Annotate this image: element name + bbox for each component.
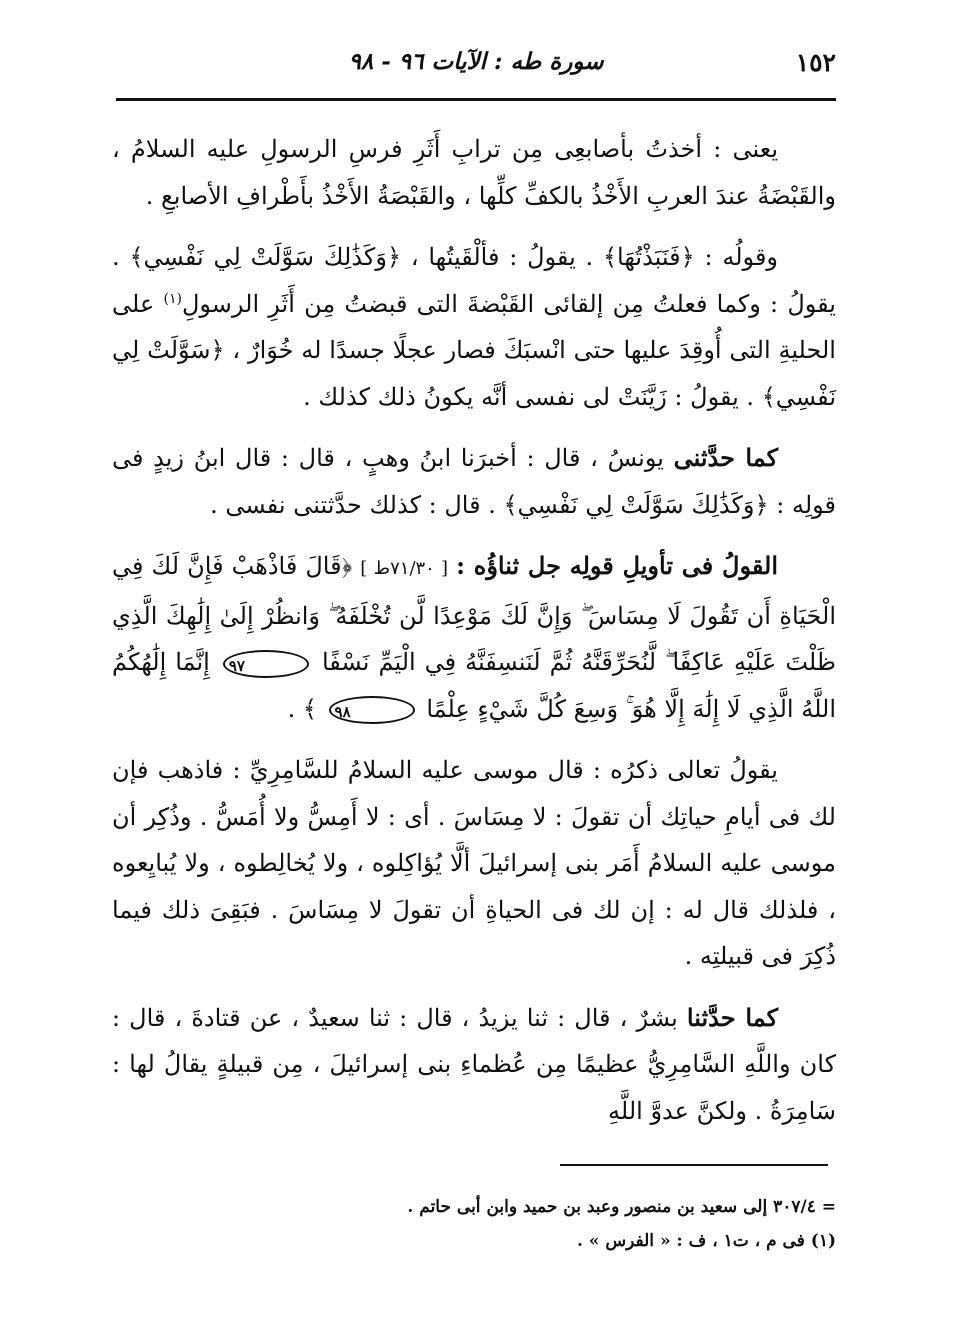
quran-bracket-close: ﴾ . — [287, 694, 317, 723]
quran-bracket-close: ﴾ — [503, 490, 518, 519]
footnote-1: (١) فى م ، ت١ ، ف : « الفرس » . — [577, 1231, 836, 1251]
body-text — [112, 126, 836, 1149]
paragraph-4 — [112, 543, 836, 732]
text-segment: . يقولُ : زَيَّنَتْ لى نفسى أنَّه يكونُ ذلك كذلك . — [303, 382, 755, 411]
text-segment: وقولُه : — [704, 243, 779, 271]
ayah-number-97: ٩٧ — [223, 650, 309, 678]
footnote-continuation: = ٣٠٧/٤ إلى سعيد بن منصور وعبد بن حميد وابن أبى حاتم . — [407, 1197, 836, 1217]
page-header — [116, 48, 836, 88]
text-segment: يونسُ ، قال : أخبرَنا ابنُ وهبٍ ، قال : قال ابنُ زيدٍ فى قولِه : — [112, 444, 836, 519]
footnote-marker[interactable]: (١) — [163, 290, 182, 307]
quran-quote: سَوَّلَتْ لِي نَفْسِي — [112, 336, 836, 411]
quran-bracket-open: ﴿ — [210, 336, 225, 364]
paragraph-2 — [112, 234, 836, 420]
section-heading: القولُ فى تأويلِ قولِه جل ثناؤُه : — [456, 551, 779, 580]
quran-verse: قَالَ فَاذْهَبْ فَإِنَّ لَكَ فِي الْحَيَاةِ أَن تَقُولَ لَا مِسَاسَ ۖ وَإِنَّ لَكَ مَوْعِدًا لَّن تُخْلَفَهُ ۖ وَانظُرْ إِلَىٰ إِلَٰهِكَ الَّذِي ظَلْتَ عَلَيْهِ عَاكِفًا ۖ لَّنُحَرِّقَنَّهُ ثُمَّ لَنَنسِفَنَّهُ فِي الْيَمِّ نَسْفًا — [112, 552, 836, 676]
page-number: ١٥٢ — [795, 48, 836, 77]
quran-quote: وَكَذَٰلِكَ سَوَّلَتْ لِي نَفْسِي — [517, 490, 755, 519]
footnote-rule — [560, 1164, 828, 1166]
text-segment: على الحليةِ التى أُوقِدَ عليها حتى انْسبَكَ فصار عجلًا جسدًا له خُوَارٌ ، — [112, 289, 836, 364]
paragraph-6 — [112, 995, 836, 1135]
footnotes — [360, 1190, 836, 1258]
ayah-number-98: ٩٨ — [329, 696, 415, 724]
quran-quote: وَكَذَٰلِكَ سَوَّلَتْ لِي نَفْسِي — [143, 243, 387, 271]
isnad-lead: كما حدَّثنى — [673, 443, 779, 472]
quran-bracket-close: ﴾ — [129, 243, 144, 271]
isnad-lead: كما حدَّثنا — [686, 1002, 778, 1032]
quran-bracket-open: ﴿ — [386, 243, 402, 271]
quran-bracket-open: ﴿ — [341, 552, 353, 580]
text-segment: . قال : كذلك حدَّثتنى نفسى . — [210, 490, 496, 519]
text-segment: بشرٌ ، قال : ثنا يزيدُ ، قال : ثنا سعيدٌ ، عن قتادةَ ، قال : كان واللَّهِ السَّامِرِيُّ عظيمًا مِن عُظماءِ بنى إسرائيلَ ، مِن قبيلةٍ يقالُ لها : سَامِرَةُ . ولكنَّ عدوَّ اللَّهِ — [112, 1003, 836, 1125]
text-segment: . يقولُ : وكما فعلتُ مِن إلقائى القَبْضةَ التى قبضتُ مِن أَثَرِ الرسولِ — [112, 243, 836, 318]
paragraph-5: يقولُ تعالى ذكرُه : قال موسى عليه السلامُ للسَّامِرِيِّ : فاذهب فإن لك فى أيامِ حياتِك أن تقولَ : لا مِسَاسَ . أى : لا أَمِسُّ ولا أُمَسُّ . وذُكِر أن موسى عليه السلامُ أَمَر بنى إسرائيلَ ألَّا يُؤاكِلوه ، ولا يُخالِطوه ، ولا يُبايِعوه ، فلذلك قال له : إن لك فى الحياةِ أن تقولَ لا مِسَاسَ . فبَقِىَ ذلك فيما ذُكِرَ فى قبيلتِه . — [112, 756, 836, 970]
quran-bracket-open: ﴿ — [754, 490, 769, 519]
text-segment: . يقولُ : فألْقَيتُها ، — [410, 243, 594, 271]
quran-quote: فَنَبَذْتُهَا — [617, 243, 681, 271]
header-rule — [116, 98, 836, 101]
manuscript-reference: [ ٧١/٣٠ط ] — [360, 558, 449, 579]
paragraph-3 — [112, 435, 836, 528]
quran-bracket-close: ﴾ — [761, 382, 776, 411]
quran-bracket-open: ﴿ — [680, 243, 695, 271]
quran-verse: إِنَّمَا إِلَٰهُكُمُ اللَّهُ الَّذِي لَا إِلَٰهَ إِلَّا هُوَ ۚ وَسِعَ كُلَّ شَيْءٍ عِلْمًا — [112, 648, 836, 723]
quran-bracket-close: ﴾ — [602, 243, 618, 271]
running-title: سورة طه : الآيات ٩٦ - ٩٨ — [348, 48, 604, 75]
paragraph-1: يعنى : أخذتُ بأصابعِى مِن ترابِ أَثَرِ فرسِ الرسولِ عليه السلامُ ، والقَبْضَةُ عندَ العربِ الأَخْذُ بالكفِّ كلِّها ، والقَبْصَةُ الأَخْذُ بأَطْرافِ الأصابعِ . — [112, 135, 836, 210]
